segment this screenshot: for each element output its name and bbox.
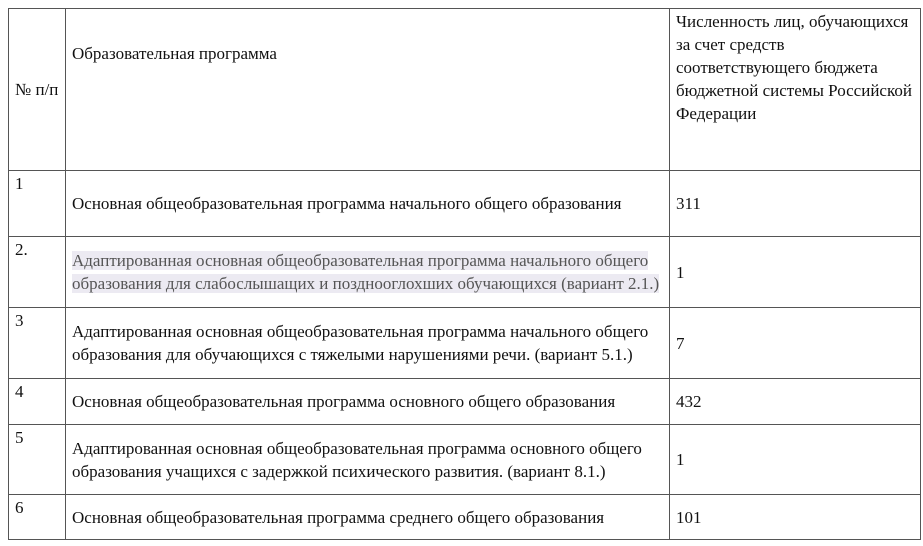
row-program: Основная общеобразовательная программа основного общего образования xyxy=(66,379,670,425)
row-count: 1 xyxy=(670,425,921,495)
table-row xyxy=(9,495,921,540)
table-row xyxy=(9,379,921,425)
row-num: 6 xyxy=(9,495,66,540)
table-header-row xyxy=(9,9,921,171)
program-table xyxy=(8,8,921,540)
row-program: Адаптированная основная общеобразовательная программа начального общего образования для обучающихся с тяжелыми нарушениями речи. (вариант 5.1.) xyxy=(66,308,670,379)
row-count: 101 xyxy=(670,495,921,540)
header-count: Численность лиц, обучающихся за счет средств соответствующего бюджета бюджетной системы Российской Федерации xyxy=(670,9,921,171)
table-row xyxy=(9,237,921,308)
header-program: Образовательная программа xyxy=(66,9,670,171)
row-program-highlight: Адаптированная основная общеобразовательная программа начального общего образования для слабослышащих и позднооглохших обучающихся (вариант 2.1.) xyxy=(72,251,660,293)
row-num: 3 xyxy=(9,308,66,379)
row-count: 432 xyxy=(670,379,921,425)
row-count: 7 xyxy=(670,308,921,379)
header-num: № п/п xyxy=(9,9,66,171)
table-row xyxy=(9,425,921,495)
row-num: 2. xyxy=(9,237,66,308)
row-program xyxy=(66,237,670,308)
row-program: Основная общеобразовательная программа начального общего образования xyxy=(66,171,670,237)
table-row xyxy=(9,171,921,237)
row-num: 4 xyxy=(9,379,66,425)
row-program: Основная общеобразовательная программа среднего общего образования xyxy=(66,495,670,540)
row-count: 311 xyxy=(670,171,921,237)
row-count: 1 xyxy=(670,237,921,308)
row-num: 5 xyxy=(9,425,66,495)
row-program: Адаптированная основная общеобразовательная программа основного общего образования учащихся с задержкой психического развития. (вариант 8.1.) xyxy=(66,425,670,495)
row-num: 1 xyxy=(9,171,66,237)
table-row xyxy=(9,308,921,379)
